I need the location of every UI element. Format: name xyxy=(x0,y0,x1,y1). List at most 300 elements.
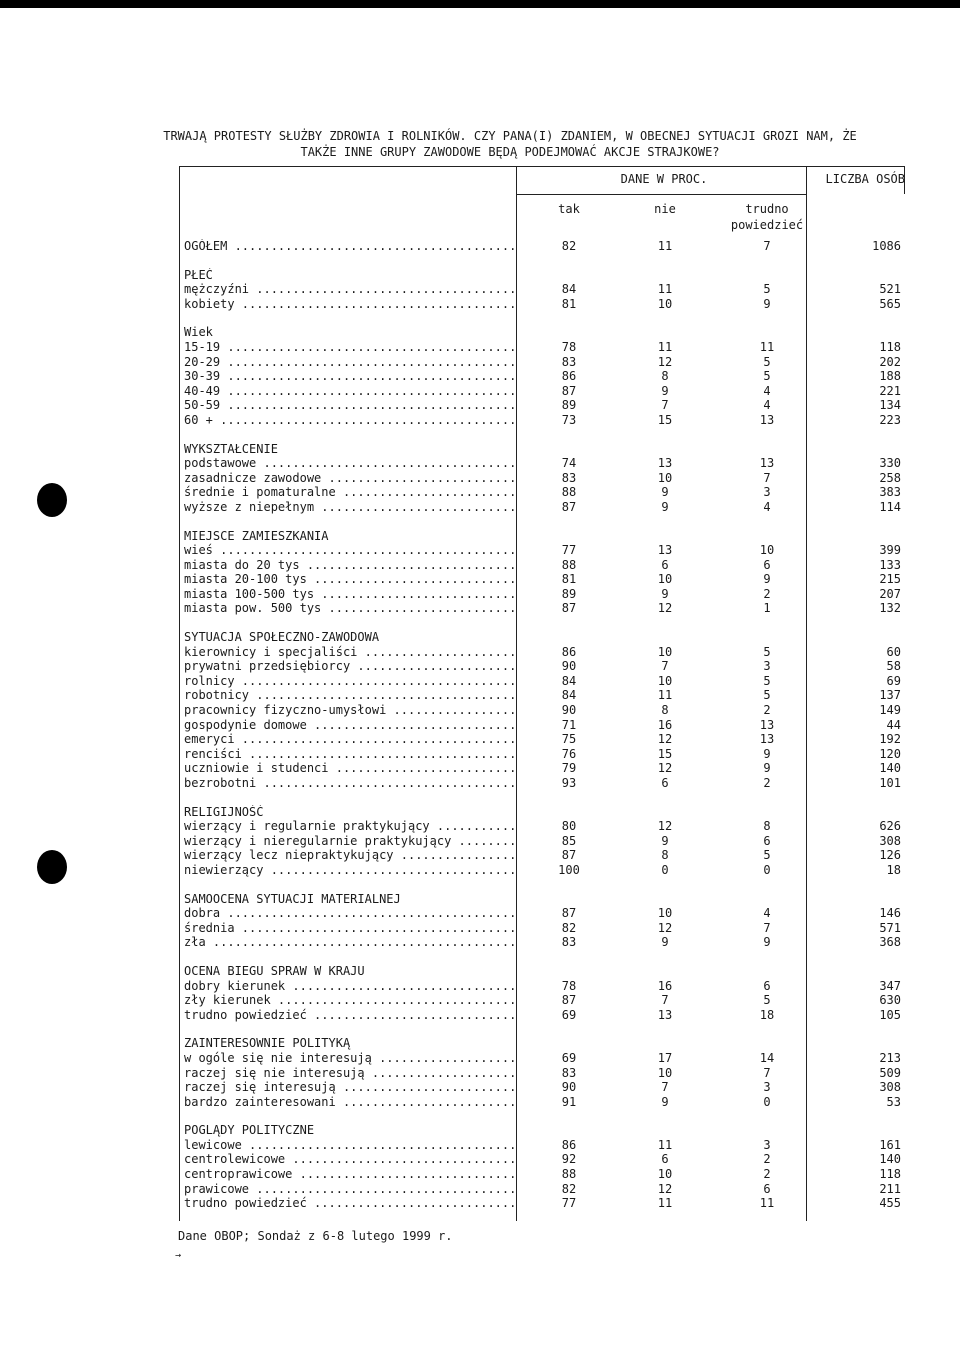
cell-liczba: 521 xyxy=(879,282,901,297)
row-label: miasta 100-500 tys ..... xyxy=(184,587,514,602)
cell-nie: 10 xyxy=(657,1065,673,1080)
cell-trudno: 6 xyxy=(763,978,771,993)
cell-tak: 83 xyxy=(561,1065,577,1080)
row-label: gospodynie domowe ..... xyxy=(184,718,514,733)
cell-tak: 84 xyxy=(561,282,577,297)
cell-tak: 88 xyxy=(561,485,577,500)
row-label: 50-59 ..... xyxy=(184,398,514,413)
table-row xyxy=(179,732,905,747)
cell-nie: 6 xyxy=(661,1152,669,1167)
row-label: 30-39 ..... xyxy=(184,369,514,384)
cell-tak: 69 xyxy=(561,1007,577,1022)
cell-nie: 10 xyxy=(657,296,673,311)
count-column-header: LICZBA OSÓB xyxy=(825,172,905,186)
cell-tak: 87 xyxy=(561,383,577,398)
section-title xyxy=(179,325,905,340)
row-label: wierzący lecz niepraktykujący ..... xyxy=(184,848,514,863)
table-row xyxy=(179,645,905,660)
cell-tak: 78 xyxy=(561,978,577,993)
cell-nie: 8 xyxy=(661,703,669,718)
cell-tak: 82 xyxy=(561,920,577,935)
cell-liczba: 140 xyxy=(879,761,901,776)
table-row xyxy=(179,863,905,878)
table-row xyxy=(179,543,905,558)
cell-tak: 92 xyxy=(561,1152,577,1167)
row-label: mężczyźni ..... xyxy=(184,282,514,297)
cell-nie: 12 xyxy=(657,354,673,369)
table-row xyxy=(179,1066,905,1081)
table-row xyxy=(179,1182,905,1197)
cell-trudno: 7 xyxy=(763,920,771,935)
table-row xyxy=(179,1051,905,1066)
row-label: kierownicy i specjaliści ..... xyxy=(184,645,514,660)
cell-liczba: 188 xyxy=(879,369,901,384)
table-row xyxy=(179,848,905,863)
cell-tak: 77 xyxy=(561,543,577,558)
section-gap xyxy=(179,791,905,805)
table-row xyxy=(179,485,905,500)
cell-tak: 90 xyxy=(561,1080,577,1095)
section-gap xyxy=(179,1022,905,1036)
row-label: miasta do 20 tys ..... xyxy=(184,558,514,573)
cell-liczba: 223 xyxy=(879,412,901,427)
table-row xyxy=(179,558,905,573)
table-row xyxy=(179,703,905,718)
cell-liczba: 53 xyxy=(886,1094,901,1109)
cell-tak: 84 xyxy=(561,673,577,688)
table-row xyxy=(179,384,905,399)
cell-nie: 11 xyxy=(657,282,673,297)
cell-tak: 86 xyxy=(561,1137,577,1152)
cell-trudno: 6 xyxy=(763,833,771,848)
cell-trudno: 13 xyxy=(759,456,775,471)
cell-tak: 88 xyxy=(561,1167,577,1182)
cell-trudno: 13 xyxy=(759,717,775,732)
cell-tak: 77 xyxy=(561,1196,577,1211)
section-title-text: PŁEĆ xyxy=(184,267,213,282)
col-header-trudno xyxy=(709,201,825,233)
row-label: 15-19 ..... xyxy=(184,340,514,355)
cell-liczba: 368 xyxy=(879,935,901,950)
cell-nie: 12 xyxy=(657,601,673,616)
cell-trudno: 6 xyxy=(763,1181,771,1196)
cell-trudno: 11 xyxy=(759,1196,775,1211)
section-gap xyxy=(179,428,905,442)
section-title xyxy=(179,805,905,820)
cell-liczba: 101 xyxy=(879,776,901,790)
row-label: miasta 20-100 tys ..... xyxy=(184,572,514,587)
cell-nie: 9 xyxy=(661,499,669,514)
table-row xyxy=(179,834,905,849)
cell-trudno: 7 xyxy=(763,470,771,485)
col-header-trudno-line2: powiedzieć xyxy=(730,218,804,232)
cell-trudno: 0 xyxy=(763,1094,771,1109)
cell-nie: 12 xyxy=(657,761,673,776)
cell-trudno: 9 xyxy=(763,935,771,950)
table-row xyxy=(179,747,905,762)
cell-nie: 10 xyxy=(657,673,673,688)
cell-nie: 7 xyxy=(661,993,669,1008)
cell-nie: 0 xyxy=(661,862,669,877)
table-row xyxy=(179,979,905,994)
cell-liczba: 565 xyxy=(879,296,901,311)
section-title xyxy=(179,1123,905,1138)
section-gap xyxy=(179,616,905,630)
cell-trudno: 3 xyxy=(763,1137,771,1152)
row-label: kobiety ..... xyxy=(184,297,514,312)
cell-tak: 74 xyxy=(561,456,577,471)
row-label: centroprawicowe ..... xyxy=(184,1167,514,1182)
cell-nie: 9 xyxy=(661,485,669,500)
row-label: OGÓŁEM ..... xyxy=(184,239,514,254)
question-title xyxy=(150,128,870,160)
row-label: wieś ..... xyxy=(184,543,514,558)
cell-liczba: 211 xyxy=(879,1181,901,1196)
section-title xyxy=(179,892,905,907)
table-row xyxy=(179,340,905,355)
row-label: średnia ..... xyxy=(184,921,514,936)
table-row xyxy=(179,398,905,413)
table-row xyxy=(179,906,905,921)
cell-tak: 81 xyxy=(561,296,577,311)
cell-nie: 12 xyxy=(657,920,673,935)
cell-nie: 9 xyxy=(661,935,669,950)
table-row xyxy=(179,761,905,776)
row-label: 60 + ..... xyxy=(184,413,514,428)
cell-liczba: 18 xyxy=(886,862,901,877)
cell-nie: 10 xyxy=(657,470,673,485)
source-note: Dane OBOP; Sondaż z 6-8 lutego 1999 r. xyxy=(178,1229,453,1243)
cell-liczba: 134 xyxy=(879,398,901,413)
cell-liczba: 383 xyxy=(879,485,901,500)
cell-nie: 6 xyxy=(661,776,669,790)
cell-trudno: 2 xyxy=(763,586,771,601)
cell-liczba: 330 xyxy=(879,456,901,471)
row-label: wierzący i regularnie praktykujący ..... xyxy=(184,819,514,834)
section-title-text: MIEJSCE ZAMIESZKANIA xyxy=(184,528,329,543)
row-label: zły kierunek ..... xyxy=(184,993,514,1008)
cell-trudno: 2 xyxy=(763,1167,771,1182)
cell-tak: 90 xyxy=(561,703,577,718)
cell-liczba: 630 xyxy=(879,993,901,1008)
row-label: raczej się interesują ..... xyxy=(184,1080,514,1095)
cell-tak: 82 xyxy=(561,1181,577,1196)
section-title-text: SAMOOCENA SYTUACJI MATERIALNEJ xyxy=(184,891,401,906)
cell-nie: 7 xyxy=(661,398,669,413)
section-title xyxy=(179,268,905,283)
binder-hole-bottom xyxy=(37,850,67,884)
cell-tak: 84 xyxy=(561,688,577,703)
cell-nie: 9 xyxy=(661,833,669,848)
cell-tak: 85 xyxy=(561,833,577,848)
cell-liczba: 126 xyxy=(879,848,901,863)
table-row xyxy=(179,456,905,471)
table-row xyxy=(179,993,905,1008)
row-label: podstawowe ..... xyxy=(184,456,514,471)
cell-liczba: 347 xyxy=(879,978,901,993)
row-label: prawicowe ..... xyxy=(184,1182,514,1197)
cell-trudno: 5 xyxy=(763,688,771,703)
cell-liczba: 202 xyxy=(879,354,901,369)
question-line-2: TAKŻE INNE GRUPY ZAWODOWE BĘDĄ PODEJMOWAĆ AKCJE STRAJKOWE? xyxy=(300,145,720,159)
cell-tak: 78 xyxy=(561,339,577,354)
row-label: prywatni przedsiębiorcy ..... xyxy=(184,659,514,674)
section-gap xyxy=(179,1109,905,1123)
section-title xyxy=(179,1036,905,1051)
cell-liczba: 213 xyxy=(879,1050,901,1065)
cell-trudno: 11 xyxy=(759,339,775,354)
cell-tak: 86 xyxy=(561,369,577,384)
cell-trudno: 3 xyxy=(763,485,771,500)
cell-liczba: 132 xyxy=(879,601,901,616)
row-label: dobry kierunek ..... xyxy=(184,979,514,994)
cell-trudno: 5 xyxy=(763,369,771,384)
table-row xyxy=(179,239,905,254)
cell-nie: 10 xyxy=(657,572,673,587)
cell-trudno: 9 xyxy=(763,746,771,761)
cell-liczba: 399 xyxy=(879,543,901,558)
question-line-1: TRWAJĄ PROTESTY SŁUŻBY ZDROWIA I ROLNIKÓW. CZY PANA(I) ZDANIEM, W OBECNEJ SYTUACJI GROZI NAM, ŻE xyxy=(163,129,857,143)
section-gap xyxy=(179,950,905,964)
cell-nie: 13 xyxy=(657,1007,673,1022)
cell-nie: 10 xyxy=(657,1167,673,1182)
cell-tak: 75 xyxy=(561,732,577,747)
cell-trudno: 0 xyxy=(763,862,771,877)
cell-tak: 87 xyxy=(561,499,577,514)
section-title-text: RELIGIJNOŚĆ xyxy=(184,804,264,819)
table-row xyxy=(179,1008,905,1023)
row-label: trudno powiedzieć ..... xyxy=(184,1008,514,1023)
cell-trudno: 7 xyxy=(763,239,771,253)
cell-trudno: 8 xyxy=(763,819,771,834)
row-label: trudno powiedzieć ..... xyxy=(184,1196,514,1211)
cell-tak: 100 xyxy=(558,862,580,877)
cell-nie: 15 xyxy=(657,412,673,427)
cell-tak: 81 xyxy=(561,572,577,587)
cell-liczba: 571 xyxy=(879,920,901,935)
cell-liczba: 215 xyxy=(879,572,901,587)
row-label: uczniowie i studenci ..... xyxy=(184,761,514,776)
cell-trudno: 13 xyxy=(759,732,775,747)
cell-tak: 87 xyxy=(561,848,577,863)
cell-trudno: 3 xyxy=(763,659,771,674)
cell-nie: 6 xyxy=(661,557,669,572)
row-label: lewicowe ..... xyxy=(184,1138,514,1153)
cell-liczba: 1086 xyxy=(872,239,901,253)
cell-nie: 16 xyxy=(657,717,673,732)
cell-liczba: 192 xyxy=(879,732,901,747)
table-row xyxy=(179,601,905,616)
table-row xyxy=(179,1167,905,1182)
cell-liczba: 509 xyxy=(879,1065,901,1080)
cell-tak: 90 xyxy=(561,659,577,674)
cell-nie: 11 xyxy=(657,339,673,354)
table-row xyxy=(179,776,905,791)
top-rule xyxy=(0,0,960,8)
row-label: miasta pow. 500 tys ..... xyxy=(184,601,514,616)
cell-liczba: 118 xyxy=(879,1167,901,1182)
cell-liczba: 149 xyxy=(879,703,901,718)
table-row xyxy=(179,921,905,936)
cell-liczba: 207 xyxy=(879,586,901,601)
cell-tak: 87 xyxy=(561,993,577,1008)
table-row xyxy=(179,572,905,587)
row-label: emeryci ..... xyxy=(184,732,514,747)
cell-trudno: 9 xyxy=(763,296,771,311)
cell-tak: 83 xyxy=(561,470,577,485)
cell-liczba: 133 xyxy=(879,557,901,572)
cell-trudno: 5 xyxy=(763,354,771,369)
cell-trudno: 2 xyxy=(763,776,771,790)
cell-liczba: 60 xyxy=(886,644,901,659)
cell-liczba: 69 xyxy=(886,673,901,688)
cell-liczba: 140 xyxy=(879,1152,901,1167)
cell-tak: 88 xyxy=(561,557,577,572)
binder-hole-top xyxy=(37,483,67,517)
row-label: średnie i pomaturalne ..... xyxy=(184,485,514,500)
cell-liczba: 626 xyxy=(879,819,901,834)
cell-tak: 71 xyxy=(561,717,577,732)
table-row xyxy=(179,413,905,428)
table-row xyxy=(179,1080,905,1095)
section-title-text: ZAINTERESOWNIE POLITYKĄ xyxy=(184,1036,351,1051)
cell-tak: 89 xyxy=(561,586,577,601)
cell-nie: 7 xyxy=(661,1080,669,1095)
row-label: bardzo zainteresowani ..... xyxy=(184,1095,514,1110)
table-row xyxy=(179,1152,905,1167)
cell-nie: 7 xyxy=(661,659,669,674)
col-header-tak: tak xyxy=(558,202,580,216)
section-title xyxy=(179,529,905,544)
cell-trudno: 4 xyxy=(763,499,771,514)
cell-tak: 73 xyxy=(561,412,577,427)
cell-trudno: 3 xyxy=(763,1080,771,1095)
cell-nie: 11 xyxy=(657,1137,673,1152)
table-row xyxy=(179,282,905,297)
section-title xyxy=(179,442,905,457)
row-label: raczej się nie interesują ..... xyxy=(184,1066,514,1081)
section-gap xyxy=(179,311,905,325)
row-label: w ogóle się nie interesują ..... xyxy=(184,1051,514,1066)
cell-liczba: 44 xyxy=(886,717,901,732)
percent-group-header: DANE W PROC. xyxy=(620,172,708,186)
section-gap xyxy=(179,515,905,529)
cell-tak: 87 xyxy=(561,601,577,616)
cell-liczba: 258 xyxy=(879,470,901,485)
cell-trudno: 7 xyxy=(763,1065,771,1080)
cell-liczba: 58 xyxy=(886,659,901,674)
row-label: renciści ..... xyxy=(184,747,514,762)
cell-nie: 12 xyxy=(657,1181,673,1196)
cell-nie: 11 xyxy=(657,239,673,253)
table-row xyxy=(179,1138,905,1153)
cell-nie: 9 xyxy=(661,1094,669,1109)
table-row xyxy=(179,659,905,674)
cell-trudno: 5 xyxy=(763,644,771,659)
cell-trudno: 18 xyxy=(759,1007,775,1022)
row-label: centrolewicowe ..... xyxy=(184,1152,514,1167)
cell-nie: 11 xyxy=(657,688,673,703)
cell-nie: 11 xyxy=(657,1196,673,1211)
cell-tak: 83 xyxy=(561,935,577,950)
col-header-trudno-line1: trudno xyxy=(745,202,789,216)
table-row xyxy=(179,369,905,384)
cell-nie: 13 xyxy=(657,543,673,558)
cell-tak: 69 xyxy=(561,1050,577,1065)
top-border xyxy=(179,166,905,167)
cell-nie: 16 xyxy=(657,978,673,993)
row-label: robotnicy ..... xyxy=(184,688,514,703)
cell-tak: 91 xyxy=(561,1094,577,1109)
cell-nie: 9 xyxy=(661,586,669,601)
section-title-text: OCENA BIEGU SPRAW W KRAJU xyxy=(184,963,365,978)
cell-nie: 15 xyxy=(657,746,673,761)
cell-nie: 9 xyxy=(661,383,669,398)
row-label: niewierzący ..... xyxy=(184,863,514,878)
cell-trudno: 9 xyxy=(763,761,771,776)
section-title-text: POGLĄDY POLITYCZNE xyxy=(184,1123,315,1138)
row-label: 20-29 ..... xyxy=(184,355,514,370)
cell-tak: 93 xyxy=(561,776,577,790)
section-title-text: Wiek xyxy=(184,325,213,340)
cell-trudno: 1 xyxy=(763,601,771,616)
table-row xyxy=(179,718,905,733)
cell-nie: 13 xyxy=(657,456,673,471)
cell-trudno: 6 xyxy=(763,557,771,572)
results-table xyxy=(179,166,905,1221)
row-label: 40-49 ..... xyxy=(184,384,514,399)
row-label: wyższe z niepełnym ..... xyxy=(184,500,514,515)
cell-liczba: 118 xyxy=(879,339,901,354)
section-gap xyxy=(179,878,905,892)
cell-nie: 10 xyxy=(657,906,673,921)
cell-tak: 82 xyxy=(561,239,577,253)
cell-tak: 76 xyxy=(561,746,577,761)
cell-liczba: 120 xyxy=(879,746,901,761)
cell-nie: 12 xyxy=(657,819,673,834)
cell-trudno: 2 xyxy=(763,703,771,718)
table-row xyxy=(179,1095,905,1110)
cell-liczba: 221 xyxy=(879,383,901,398)
table-body xyxy=(179,239,905,1211)
cell-nie: 17 xyxy=(657,1050,673,1065)
cell-liczba: 161 xyxy=(879,1137,901,1152)
row-label: pracownicy fizyczno-umysłowi ..... xyxy=(184,703,514,718)
row-label: zasadnicze zawodowe ..... xyxy=(184,471,514,486)
cell-liczba: 308 xyxy=(879,1080,901,1095)
cell-trudno: 5 xyxy=(763,673,771,688)
cell-nie: 8 xyxy=(661,369,669,384)
cell-trudno: 5 xyxy=(763,993,771,1008)
cell-trudno: 4 xyxy=(763,906,771,921)
table-row xyxy=(179,471,905,486)
cell-trudno: 14 xyxy=(759,1050,775,1065)
cell-trudno: 2 xyxy=(763,1152,771,1167)
cell-nie: 8 xyxy=(661,848,669,863)
cell-nie: 10 xyxy=(657,644,673,659)
arrow-mark: → xyxy=(175,1250,182,1261)
cell-trudno: 10 xyxy=(759,543,775,558)
cell-tak: 89 xyxy=(561,398,577,413)
row-label: rolnicy ..... xyxy=(184,674,514,689)
table-row xyxy=(179,355,905,370)
row-label: wierzący i nieregularnie praktykujący ..... xyxy=(184,834,514,849)
cell-tak: 86 xyxy=(561,644,577,659)
table-row xyxy=(179,297,905,312)
cell-tak: 80 xyxy=(561,819,577,834)
table-row xyxy=(179,674,905,689)
row-label: bezrobotni ..... xyxy=(184,776,514,791)
